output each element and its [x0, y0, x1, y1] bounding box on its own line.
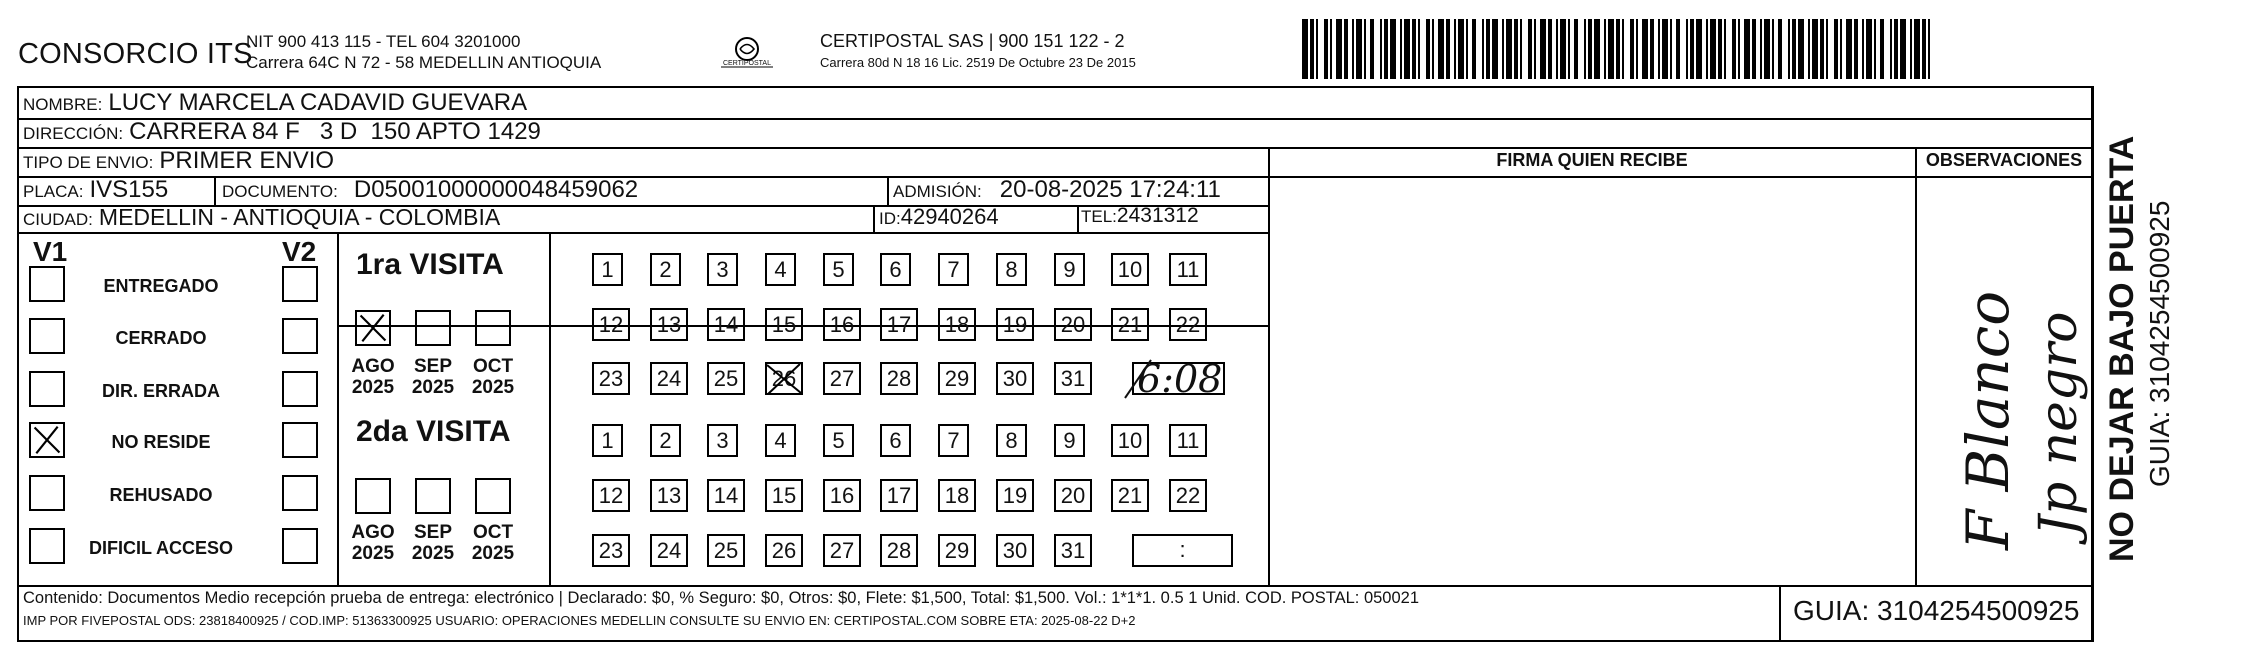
direccion-row [23, 118, 541, 146]
day-box[interactable]: 30 [996, 362, 1034, 395]
admision-field [893, 176, 1221, 204]
day-box[interactable]: 20 [1054, 479, 1092, 512]
nombre-row [23, 89, 527, 117]
tipo-value: PRIMER ENVIO [159, 147, 335, 174]
day-box[interactable]: 14 [707, 308, 745, 341]
ciudad-label: CIUDAD: [23, 210, 93, 229]
nombre-value: LUCY MARCELA CADAVID GUEVARA [108, 89, 528, 116]
day-box[interactable]: 20 [1054, 308, 1092, 341]
day-box[interactable]: 28 [880, 534, 918, 567]
day-box[interactable]: 15 [765, 308, 803, 341]
day-box[interactable]: 26 [765, 362, 803, 395]
tel-label: TEL: [1081, 207, 1117, 226]
month-label [463, 356, 523, 398]
month-year: 2025 [351, 543, 395, 564]
month-checkbox[interactable] [355, 310, 391, 346]
day-box[interactable]: 12 [592, 308, 630, 341]
placa-label: PLACA: [23, 182, 84, 201]
direccion-value: CARRERA 84 F 3 D 150 APTO 1429 [129, 118, 541, 145]
visit2-title: 2da VISITA [356, 415, 511, 448]
v1-checkbox[interactable] [29, 422, 65, 458]
documento-label: DOCUMENTO: [222, 182, 338, 201]
day-box[interactable]: 31 [1054, 362, 1092, 395]
v1-checkbox[interactable] [29, 528, 65, 564]
v2-checkbox[interactable] [282, 422, 318, 458]
ciudad-field [23, 204, 500, 231]
day-box[interactable]: 4 [765, 253, 796, 286]
day-box[interactable]: 10 [1111, 424, 1149, 457]
month-checkbox[interactable] [475, 310, 511, 346]
delivery-form [17, 86, 2094, 642]
day-box[interactable]: 10 [1111, 253, 1149, 286]
status-label: DIR. ERRADA [101, 381, 220, 401]
day-box[interactable]: 11 [1169, 253, 1207, 286]
status-label: NO RESIDE [111, 432, 211, 452]
day-box[interactable]: 11 [1169, 424, 1207, 457]
company-info [246, 31, 601, 73]
day-box[interactable]: 9 [1054, 253, 1085, 286]
observaciones-header: OBSERVACIONES [1925, 150, 2083, 170]
day-box[interactable]: 6 [880, 253, 911, 286]
day-box[interactable]: 16 [823, 308, 861, 341]
month-year: 2025 [471, 377, 515, 398]
month-name: SEP [413, 522, 453, 543]
day-box[interactable]: 4 [765, 424, 796, 457]
month-checkbox[interactable] [475, 478, 511, 514]
day-box[interactable]: 2 [650, 253, 681, 286]
day-box[interactable]: 22 [1169, 479, 1207, 512]
tipo-row [23, 147, 334, 175]
v1-header: V1 [33, 236, 68, 267]
status-label: DIFICIL ACCESO [88, 538, 233, 558]
day-box[interactable]: 1 [592, 253, 623, 286]
month-name: SEP [413, 356, 453, 377]
barcode [1302, 19, 1937, 79]
tipo-label: TIPO DE ENVIO: [23, 153, 154, 172]
direccion-label: DIRECCIÓN: [23, 124, 124, 143]
barcode-bar [1930, 19, 1936, 79]
firma-header: FIRMA QUIEN RECIBE [1496, 150, 1688, 170]
day-box[interactable]: 21 [1111, 479, 1149, 512]
v2-header: V2 [282, 236, 317, 267]
check-mark-icon [31, 424, 63, 456]
day-box[interactable]: 25 [707, 362, 745, 395]
nombre-label: NOMBRE: [23, 95, 103, 114]
v1-checkbox[interactable] [29, 318, 65, 354]
day-box[interactable]: 21 [1111, 308, 1149, 341]
company-address: Carrera 64C N 72 - 58 MEDELLIN ANTIOQUIA [246, 53, 602, 72]
day-box[interactable]: 19 [996, 308, 1034, 341]
placa-value: IVS155 [89, 176, 169, 203]
check-mark-icon [357, 312, 389, 344]
month-name: AGO [351, 356, 395, 377]
side-guia: GUIA: 3104254500925 [2144, 200, 2175, 487]
side-warning: NO DEJAR BAJO PUERTA [2103, 135, 2141, 562]
day-box[interactable]: 3 [707, 424, 738, 457]
month-year: 2025 [411, 377, 455, 398]
ciudad-value: MEDELLIN - ANTIOQUIA - COLOMBIA [98, 204, 501, 230]
placa-field [23, 176, 168, 204]
v2-checkbox[interactable] [282, 528, 318, 564]
id-label: ID: [879, 209, 901, 228]
month-checkbox[interactable] [415, 310, 451, 346]
day-box[interactable]: 18 [938, 308, 976, 341]
footer-imp: IMP POR FIVEPOSTAL ODS: 23818400925 / COD.IMP: 51363300925 USUARIO: OPERACIONES MEDELLIN CONSULTE SU ENVIO EN: CERTIPOSTAL.COM SOBRE ETA: 2025-08-22 D+2 [23, 613, 1136, 628]
day-box[interactable]: 25 [707, 534, 745, 567]
day-box[interactable]: 17 [880, 479, 918, 512]
carrier-name: CERTIPOSTAL SAS | 900 151 122 - 2 [820, 31, 1125, 51]
tel-field [1081, 204, 1199, 228]
month-label [343, 356, 403, 398]
v1-checkbox[interactable] [29, 475, 65, 511]
day-box[interactable]: 31 [1054, 534, 1092, 567]
month-label [343, 522, 403, 564]
seal-text: CERTIPOSTAL [723, 60, 771, 67]
day-box[interactable]: 27 [823, 362, 861, 395]
day-box[interactable]: 29 [938, 362, 976, 395]
company-nit: NIT 900 413 115 - TEL 604 3201000 [246, 32, 521, 51]
month-name: OCT [472, 522, 514, 543]
status-label: REHUSADO [109, 485, 213, 505]
day-box[interactable]: 19 [996, 479, 1034, 512]
v2-checkbox[interactable] [282, 475, 318, 511]
id-field [879, 204, 999, 230]
day-box[interactable]: 5 [823, 424, 854, 457]
documento-value: D05001000000048459062 [353, 176, 639, 203]
month-year: 2025 [411, 543, 455, 564]
day-cross-mark-icon [764, 361, 804, 397]
day-box[interactable]: 7 [938, 253, 969, 286]
day-box[interactable]: 30 [996, 534, 1034, 567]
day-box[interactable]: 15 [765, 479, 803, 512]
status-label: CERRADO [115, 328, 207, 348]
day-box[interactable]: 8 [996, 253, 1027, 286]
status-label: ENTREGADO [103, 276, 219, 296]
documento-field [222, 176, 638, 204]
observaciones-note-1: F Blanco [1954, 290, 2022, 550]
month-label [463, 522, 523, 564]
day-box[interactable]: 12 [592, 479, 630, 512]
certipostal-seal-icon [718, 34, 776, 76]
month-label [403, 356, 463, 398]
company-name: CONSORCIO ITS [18, 38, 253, 70]
day-box[interactable]: 14 [707, 479, 745, 512]
day-box[interactable]: 24 [650, 534, 688, 567]
day-box[interactable]: 6 [880, 424, 911, 457]
day-box[interactable]: 8 [996, 424, 1027, 457]
day-box[interactable]: 17 [880, 308, 918, 341]
day-box[interactable]: 5 [823, 253, 854, 286]
day-box[interactable]: 29 [938, 534, 976, 567]
month-label [403, 522, 463, 564]
day-box[interactable]: 23 [592, 534, 630, 567]
v2-checkbox[interactable] [282, 371, 318, 407]
tel-value: 2431312 [1116, 204, 1199, 227]
carrier-license: Carrera 80d N 18 16 Lic. 2519 De Octubre 23 De 2015 [820, 55, 1136, 70]
visit2-time-field[interactable]: : [1132, 534, 1233, 567]
footer-contenido: Contenido: Documentos Medio recepción prueba de entrega: electrónico | Declarado: $0, % Seguro: $0, Otros: $0, Flete: $1,500, Total: $1,500. Vol.: 1*1*1. 0.5 1 Unid. COD. POSTAL: 050021 [23, 589, 1420, 607]
day-box[interactable]: 27 [823, 534, 861, 567]
day-box[interactable]: 24 [650, 362, 688, 395]
v2-checkbox[interactable] [282, 318, 318, 354]
day-box[interactable]: 13 [650, 308, 688, 341]
day-box[interactable]: 23 [592, 362, 630, 395]
month-name: OCT [472, 356, 514, 377]
carrier-info [820, 31, 1136, 73]
v2-checkbox[interactable] [282, 266, 318, 302]
month-checkbox[interactable] [355, 478, 391, 514]
v1-checkbox[interactable] [29, 266, 65, 302]
month-year: 2025 [471, 543, 515, 564]
day-box[interactable]: 3 [707, 253, 738, 286]
footer-guia: GUIA: 3104254500925 [1793, 595, 2080, 626]
visit1-time-handwriting [1119, 348, 1249, 404]
day-box[interactable]: 18 [938, 479, 976, 512]
visit1-time-written: 6:08 [1137, 357, 1223, 401]
day-box[interactable]: 7 [938, 424, 969, 457]
month-name: AGO [351, 522, 395, 543]
day-box[interactable]: 2 [650, 424, 681, 457]
id-value: 42940264 [900, 204, 999, 229]
month-checkbox[interactable] [415, 478, 451, 514]
admision-value: 20-08-2025 17:24:11 [999, 176, 1221, 203]
day-box[interactable]: 1 [592, 424, 623, 457]
day-box[interactable]: 28 [880, 362, 918, 395]
day-box[interactable]: 22 [1169, 308, 1207, 341]
admision-label: ADMISIÓN: [893, 182, 982, 201]
day-box[interactable]: 13 [650, 479, 688, 512]
v1-checkbox[interactable] [29, 371, 65, 407]
visit1-title: 1ra VISITA [356, 248, 504, 281]
month-year: 2025 [351, 377, 395, 398]
day-box[interactable]: 9 [1054, 424, 1085, 457]
observaciones-note-2: Jp negro [2029, 311, 2089, 536]
day-box[interactable]: 26 [765, 534, 803, 567]
day-box[interactable]: 16 [823, 479, 861, 512]
